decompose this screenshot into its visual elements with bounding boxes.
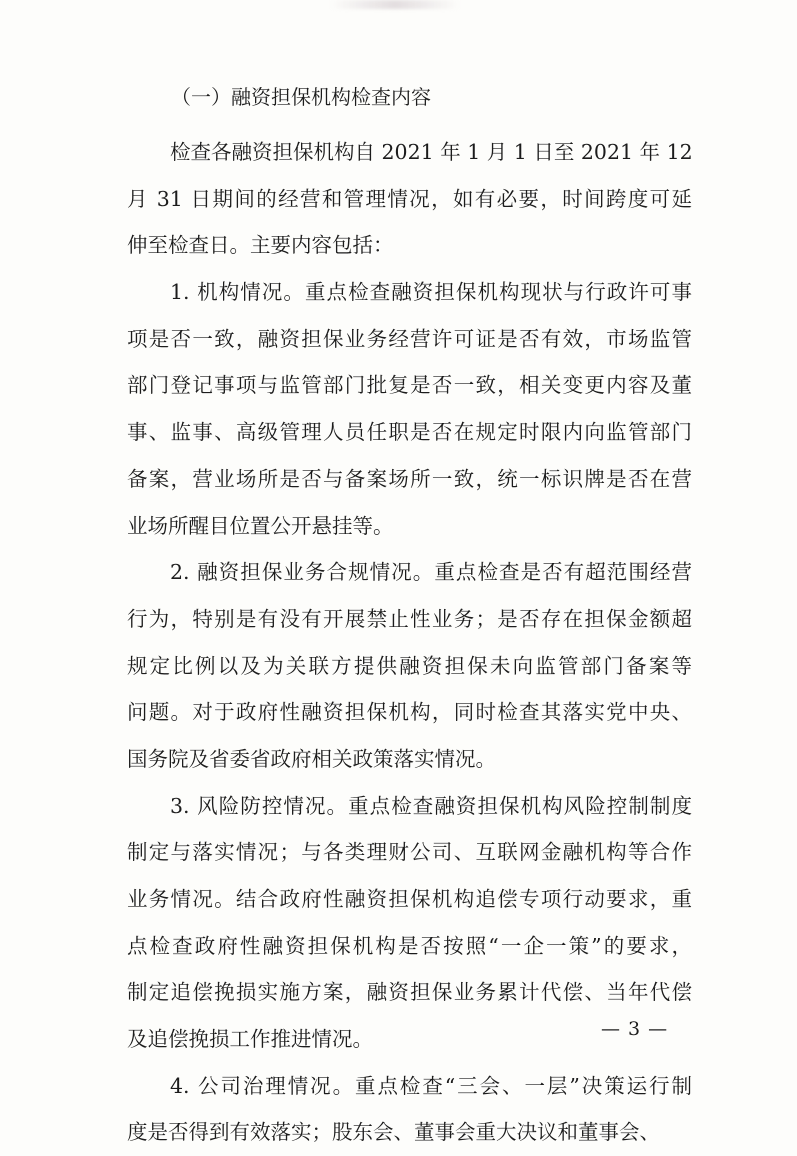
paragraph bbox=[127, 269, 692, 549]
text-line: 部门登记事项与监管部门批复是否一致，相关变更内容及董 bbox=[127, 373, 692, 398]
text-line: 制定追偿挽损实施方案，融资担保业务累计代偿、当年代偿 bbox=[127, 980, 692, 1005]
text-line: 点检查政府性融资担保机构是否按照“一企一策”的要求， bbox=[127, 933, 692, 958]
text-line: 1. 机构情况。重点检查融资担保机构现状与行政许可事 bbox=[170, 280, 692, 305]
scan-artifact bbox=[330, 0, 460, 9]
page-number: — 3 — bbox=[601, 1018, 669, 1040]
text-line: 月 31 日期间的经营和管理情况，如有必要，时间跨度可延 bbox=[127, 186, 692, 211]
text-line: 备案，营业场所是否与备案场所一致，统一标识牌是否在营 bbox=[127, 466, 692, 491]
text-line: 国务院及省委省政府相关政策落实情况。 bbox=[127, 746, 496, 771]
text-line: 事、监事、高级管理人员任职是否在规定时限内向监管部门 bbox=[127, 420, 692, 445]
paragraph bbox=[127, 1063, 692, 1156]
text-line: 制定与落实情况；与各类理财公司、互联网金融机构等合作 bbox=[127, 840, 692, 865]
text-line: 检查各融资担保机构自 2021 年 1 月 1 日至 2021 年 12 bbox=[170, 140, 693, 164]
text-line: 规定比例以及为关联方提供融资担保未向监管部门备案等 bbox=[127, 653, 692, 678]
text-line: 4. 公司治理情况。重点检查“三会、一层”决策运行制 bbox=[170, 1073, 692, 1098]
text-line: 度是否得到有效落实；股东会、董事会重大决议和董事会、 bbox=[127, 1120, 660, 1145]
text-line: 项是否一致，融资担保业务经营许可证是否有效，市场监管 bbox=[127, 326, 692, 351]
text-line: 2. 融资担保业务合规情况。重点检查是否有超范围经营 bbox=[170, 560, 692, 585]
text-line: 及追偿挽损工作推进情况。 bbox=[127, 1027, 373, 1052]
text-line: 业场所醒目位置公开悬挂等。 bbox=[127, 513, 394, 538]
paragraph bbox=[127, 129, 692, 269]
text-line: 3. 风险防控情况。重点检查融资担保机构风险控制制度 bbox=[170, 793, 692, 818]
text-line: 问题。对于政府性融资担保机构，同时检查其落实党中央、 bbox=[127, 700, 692, 725]
text-line: 伸至检查日。主要内容包括： bbox=[127, 233, 394, 258]
paragraph-list bbox=[127, 129, 692, 1156]
paragraph bbox=[127, 549, 692, 782]
document-body bbox=[127, 80, 692, 1156]
text-line: 行为，特别是有没有开展禁止性业务；是否存在担保金额超 bbox=[127, 606, 692, 631]
text-line: 业务情况。结合政府性融资担保机构追偿专项行动要求，重 bbox=[127, 887, 692, 911]
section-heading: （一）融资担保机构检查内容 bbox=[171, 85, 431, 109]
